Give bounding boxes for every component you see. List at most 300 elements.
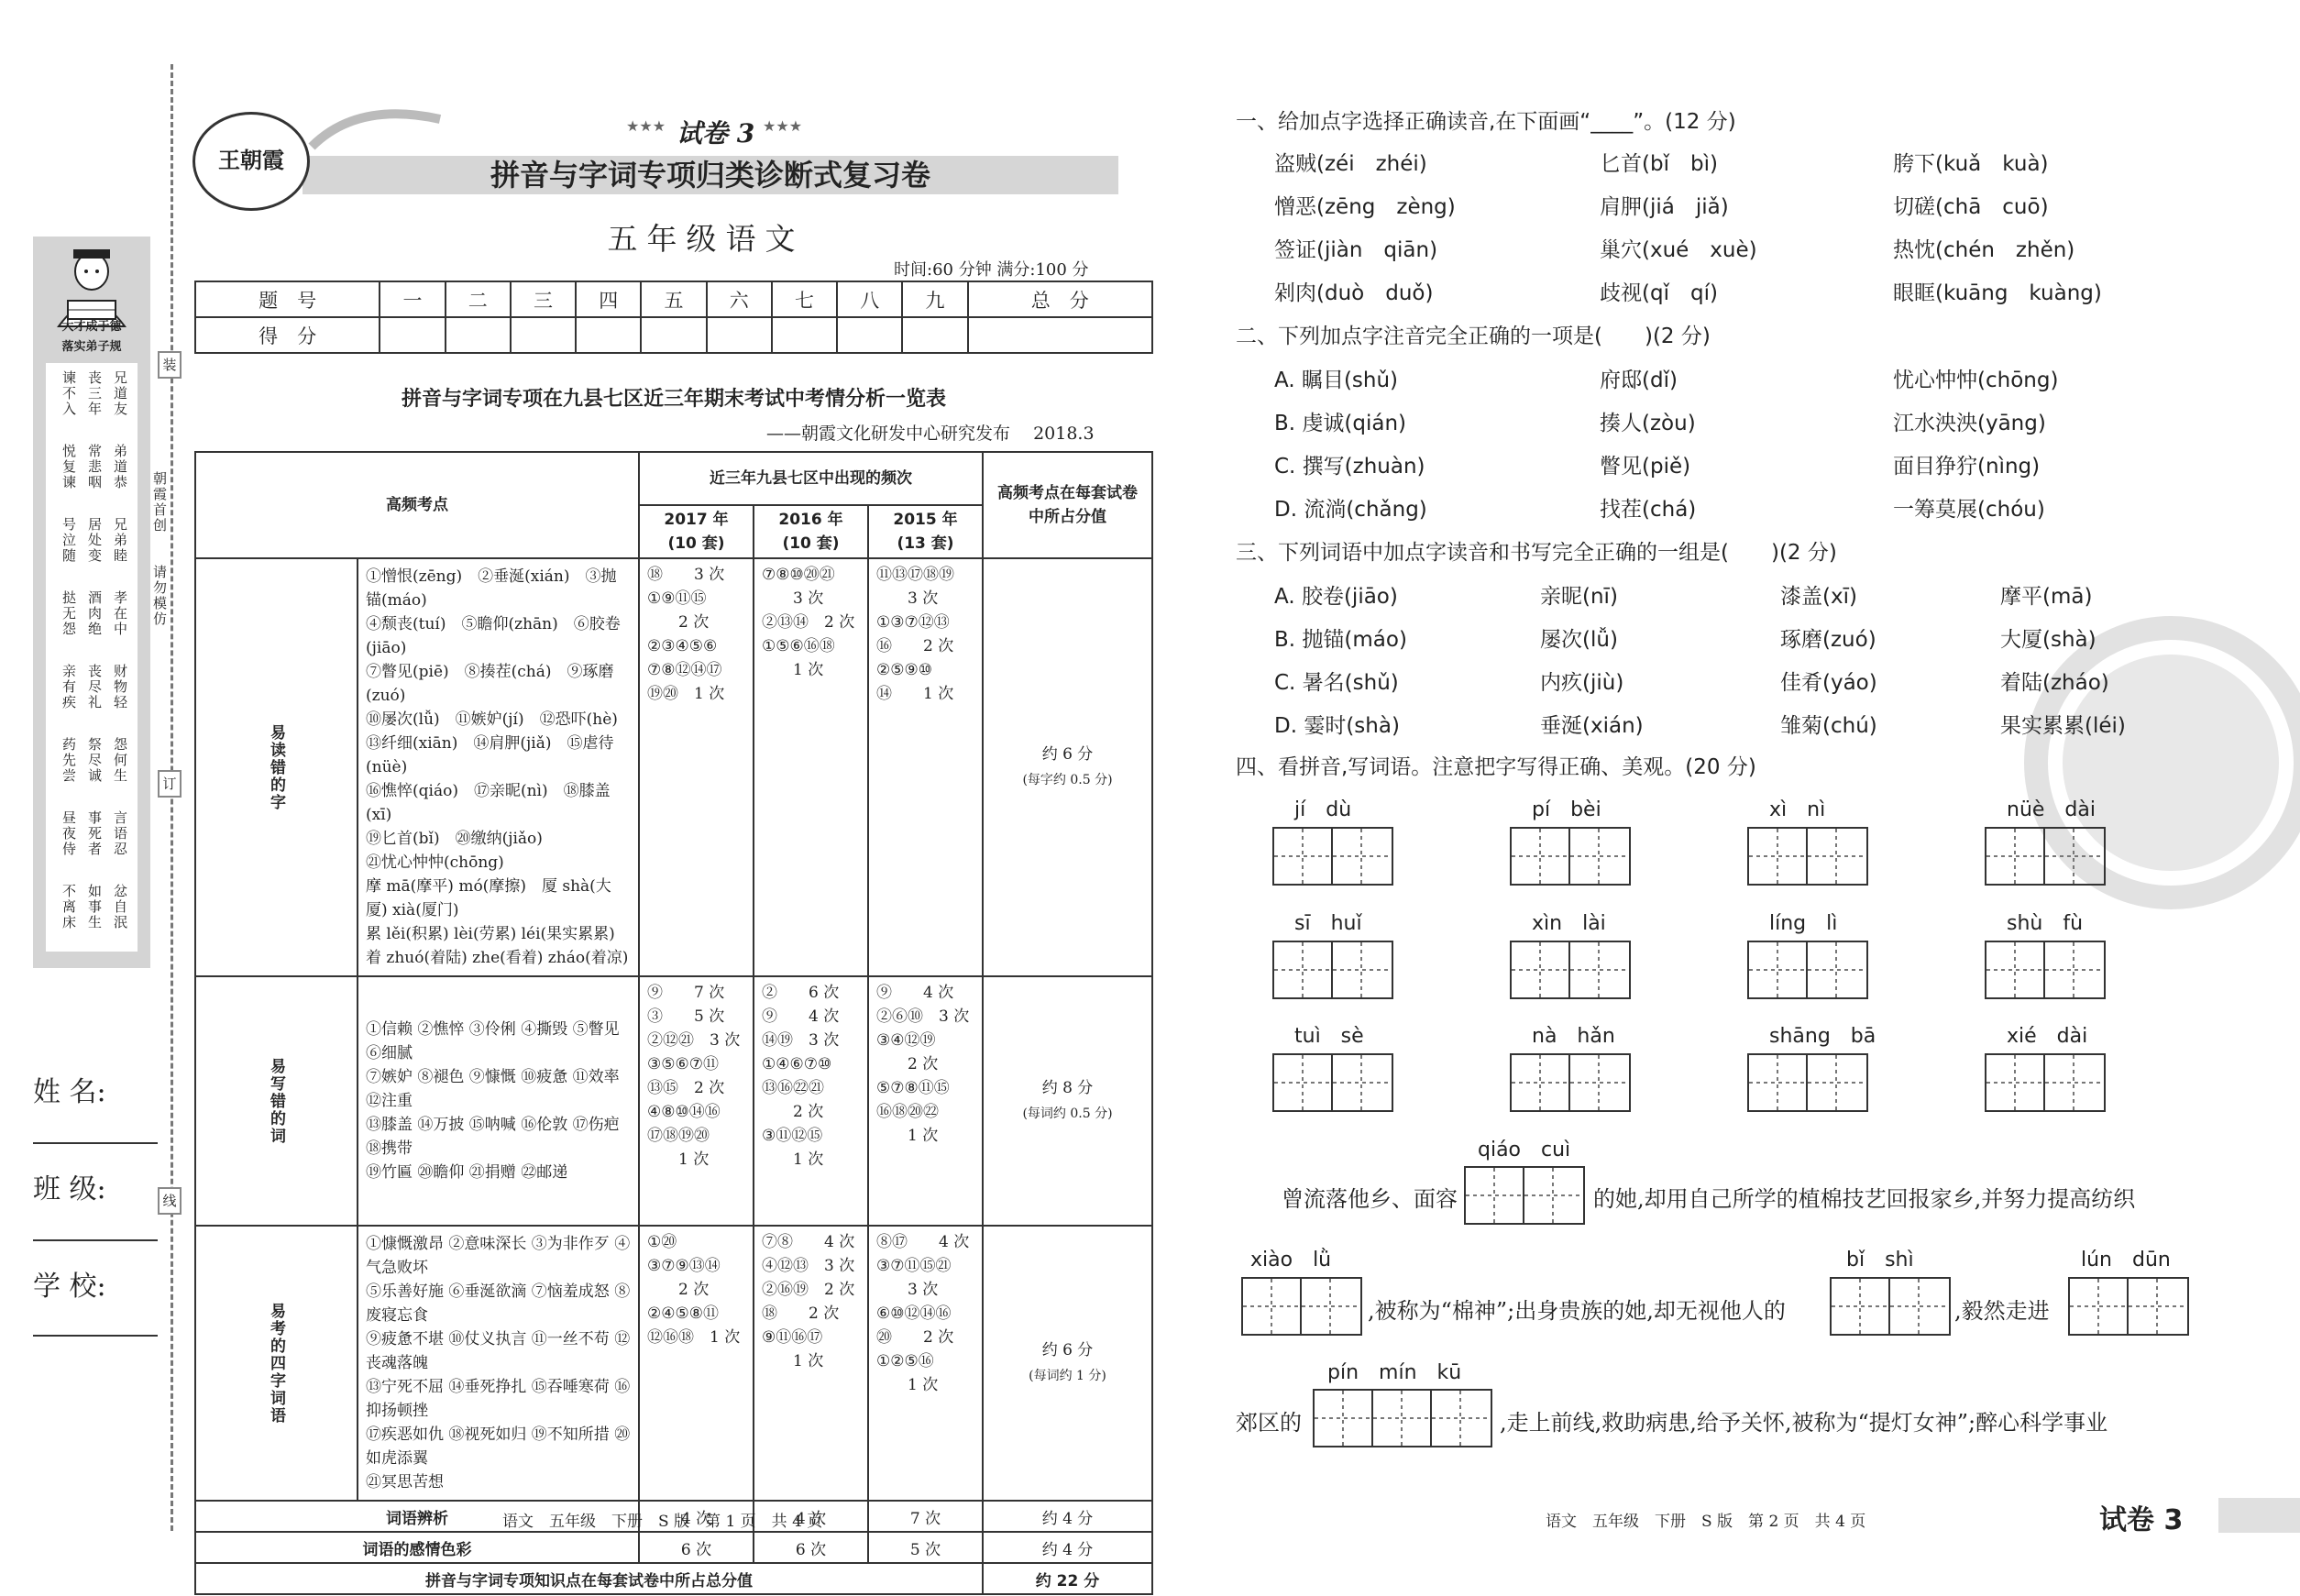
freq-line: 1 次 [876, 1127, 939, 1145]
share-value: 约 8 分 [1041, 1079, 1094, 1097]
row-discrimination-2015: 7 次 [868, 1501, 983, 1532]
freq-line: ③⑤⑥⑦⑪ [647, 1055, 719, 1073]
score-input-cell[interactable] [837, 317, 902, 353]
q4-answer-box[interactable] [1985, 1053, 2106, 1112]
tian-cell [1333, 942, 1392, 997]
class-label: 班 级: [33, 1173, 106, 1205]
tian-cell [2045, 829, 2104, 884]
q4-answer-box[interactable] [1510, 941, 1631, 999]
motto-line: 兄弟睦 [112, 517, 128, 564]
analysis-item-line: ⑦嫉妒 ⑧褪色 ⑨慷慨 ⑩疲惫 ⑪效率 ⑫注重 [366, 1068, 620, 1110]
header-topic: 高频考点 [195, 452, 639, 558]
motto-line: 号泣随 [61, 517, 77, 564]
freq-line: ④⑧⑩⑭⑯ [647, 1103, 721, 1121]
tian-cell [1570, 829, 1629, 884]
q2-title: 二、下列加点字注音完全正确的一项是( )(2 分) [1236, 325, 1711, 348]
score-header-cell: 一 [380, 281, 445, 317]
freq-line: ②⑯⑲ 2 次 [762, 1281, 855, 1299]
freq-line: ①④⑥⑦⑩ [762, 1055, 832, 1073]
header-frequency: 近三年九县七区中出现的频次 [639, 452, 983, 505]
freq-line: ④⑫⑬ 3 次 [762, 1257, 855, 1275]
motto-line: 常悲咽 [86, 444, 103, 490]
freq-line: 1 次 [647, 1150, 710, 1169]
analysis-source-date: 2018.3 [1033, 424, 1095, 444]
q4-pinyin: jí dù [1294, 798, 1352, 821]
score-input-cell[interactable] [707, 317, 772, 353]
analysis-item-line: ⑦瞥见(piē) ⑧揍茬(chá) ⑨琢磨(zuó) [366, 663, 614, 705]
analysis-item-line: ㉑冥思苦想 [366, 1473, 444, 1491]
motto-title-2: 落实弟子规 [61, 340, 122, 354]
score-input-cell[interactable] [576, 317, 641, 353]
analysis-table [194, 451, 1153, 1595]
q4-pinyin: nüè dài [2007, 798, 2096, 821]
class-line[interactable] [33, 1239, 158, 1241]
analysis-item-line: ①憎恨(zēng) ②垂涎(xián) ③抛锚(máo) [366, 567, 617, 610]
tian-cell [2045, 942, 2104, 997]
tian-cell [1274, 1055, 1333, 1110]
q4-pinyin: líng lì [1769, 912, 1838, 935]
q3-option: 果实累累(léi) [2000, 714, 2126, 738]
binding-seal-ding: 订 [158, 770, 182, 798]
name-label: 姓 名: [33, 1076, 106, 1108]
q3-option: 内疚(jiù) [1540, 671, 1624, 695]
q4-pinyin: xié dài [2007, 1025, 2088, 1048]
name-line[interactable] [33, 1142, 158, 1144]
motto-line: 挞无怨 [61, 590, 77, 637]
freq-line: ③ 5 次 [647, 1007, 725, 1026]
answer-box-lundun[interactable] [2068, 1277, 2189, 1336]
freq-line: ⑲⑳ 1 次 [647, 685, 725, 703]
analysis-item-line: 累 lěi(积累) lèi(劳累) léi(果实累累) 着 zhuó(着陆) zhe(看着) zháo(着凉) [366, 925, 631, 967]
q4-answer-box[interactable] [1747, 827, 1868, 886]
q4-pinyin: xì nì [1769, 798, 1826, 821]
freq-line: ⑱ 2 次 [762, 1304, 840, 1323]
header-share: 高频考点在每套试卷中所占分值 [983, 452, 1152, 558]
freq-line: ⑦⑧⑫⑭⑰ [647, 661, 722, 679]
q4-pinyin: tuì sè [1294, 1025, 1364, 1048]
freq-line: ⑰⑱⑲⑳ [647, 1127, 710, 1145]
footer-left: 语文 五年级 下册 S 版 第 1 页 共 4 页 [502, 1513, 823, 1531]
analysis-item-line: ⑨疲惫不堪 ⑩仗义执言 ⑪一丝不苟 ⑫丧魂落魄 [366, 1330, 631, 1372]
tian-cell [1274, 942, 1333, 997]
q1-option: 切磋(chā cuō) [1893, 195, 2049, 219]
motto-line: 兄道友 [112, 370, 128, 417]
q1-option: 胯下(kuǎ kuà) [1893, 152, 2049, 176]
tian-cell [1986, 1055, 2045, 1110]
brand-logo-text: 王朝霞 [218, 147, 284, 173]
q2-option: 江水泱泱(yāng) [1893, 412, 2046, 435]
share-note: (每词约 1 分) [1029, 1369, 1106, 1383]
q1-option: 巢穴(xué xuè) [1600, 238, 1757, 262]
freq-line: 3 次 [876, 1281, 939, 1299]
freq-line: 1 次 [762, 661, 824, 679]
sentence-pinyin-3: bǐ shì [1846, 1249, 1914, 1271]
tian-cell [1808, 829, 1866, 884]
tian-cell [1512, 942, 1570, 997]
q2-option: C. 撰写(zhuàn) [1274, 455, 1425, 479]
freq-line: ⑥⑩⑫⑭⑯ [876, 1304, 952, 1323]
freq-line: ⑯ 2 次 [876, 637, 954, 655]
tian-cell [1570, 942, 1629, 997]
freq-line: ⑦⑧ 4 次 [762, 1233, 855, 1251]
tian-cell [1512, 1055, 1570, 1110]
analysis-items [358, 558, 639, 976]
score-input-cell[interactable] [641, 317, 706, 353]
corner-bar [2218, 1498, 2300, 1533]
q4-pinyin: nà hǎn [1532, 1025, 1615, 1048]
sentence-part-3-before: 郊区的 [1236, 1410, 1302, 1436]
score-header-cell: 九 [902, 281, 967, 317]
score-input-cell[interactable] [772, 317, 837, 353]
q3-option: 垂涎(xián) [1540, 714, 1644, 738]
freq-line: 3 次 [876, 589, 939, 608]
row-discrimination-2017: 4 次 [639, 1501, 754, 1532]
tian-cell [1986, 942, 2045, 997]
q1-option: 匕首(bǐ bì) [1600, 152, 1718, 176]
freq-line: 2 次 [647, 613, 710, 632]
analysis-item-line: ⑲竹匾 ⑳瞻仰 ㉑捐赠 ㉒邮递 [366, 1163, 568, 1182]
score-header-cell: 八 [837, 281, 902, 317]
answer-box-pinminku[interactable] [1313, 1389, 1492, 1447]
sentence-part-2-mid1: ,被称为“棉神”;出身贵族的她,却无视他人的 [1368, 1298, 1786, 1324]
analysis-item-line: ①信赖 ②憔悴 ③伶俐 ④撕毁 ⑤瞥见 ⑥细腻 [366, 1020, 620, 1062]
analysis-item-line: ⑬宁死不屈 ⑭垂死挣扎 ⑮吞唾寒荷 ⑯抑扬顿挫 [366, 1378, 631, 1420]
analysis-freq-y2016 [754, 558, 868, 976]
freq-line: ⑳ 2 次 [876, 1328, 954, 1347]
freq-line: ①⑤⑥⑯⑱ [762, 637, 835, 655]
stars-left: ★★★ [626, 117, 666, 135]
q1-option: 歧视(qǐ qí) [1600, 281, 1718, 305]
q4-pinyin: shù fù [2007, 912, 2084, 935]
analysis-share [983, 976, 1152, 1226]
freq-line: ⑧⑰ 4 次 [876, 1233, 970, 1251]
q4-answer-box[interactable] [1272, 827, 1393, 886]
score-header-cell: 四 [576, 281, 641, 317]
q4-pinyin: xìn lài [1532, 912, 1606, 935]
q3-option: B. 抛锚(máo) [1274, 628, 1407, 652]
analysis-item-line: ⑯憔悴(qiáo) ⑰亲昵(nì) ⑱膝盖(xī) [366, 782, 611, 824]
freq-line: ③④⑫⑲ [876, 1031, 936, 1050]
q2-option: 忧心忡忡(chōng) [1893, 369, 2059, 392]
freq-line: ③⑪⑫⑮ [762, 1127, 823, 1145]
q3-option: 摩平(mā) [2000, 585, 2093, 609]
q2-option: 揍人(zòu) [1600, 412, 1696, 435]
analysis-source [766, 420, 1095, 445]
q3-option: 大厦(shà) [2000, 628, 2096, 652]
score-header-cell: 五 [641, 281, 706, 317]
tian-cell [1749, 942, 1808, 997]
freq-line: 1 次 [762, 1352, 824, 1370]
binding-dashed-line [171, 64, 173, 1531]
sentence-part-2-mid2: ,毅然走进 [1954, 1298, 2050, 1324]
paper-number-tag: 试卷 3 [677, 118, 755, 149]
freq-line: ⑦⑧⑩⑳㉑ [762, 566, 835, 584]
q4-pinyin: pí bèi [1532, 798, 1601, 821]
motto-line: 如事生 [86, 884, 103, 930]
score-header-cell: 三 [511, 281, 576, 317]
analysis-item-line: 摩 mā(摩平) mó(摩擦) 厦 shà(大厦) xià(厦门) [366, 877, 611, 919]
row-total-share: 约 22 分 [983, 1563, 1152, 1594]
motto-line: 悦复谏 [61, 444, 77, 490]
freq-line: 2 次 [762, 1103, 824, 1121]
q2-option: D. 流淌(chǎng) [1274, 498, 1427, 522]
tian-cell [1333, 829, 1392, 884]
motto-line: 弟道恭 [112, 444, 128, 490]
q4-answer-box[interactable] [1747, 1053, 1868, 1112]
analysis-item-line: ⑬膝盖 ⑭万披 ⑮呐喊 ⑯伦敦 ⑰伤疤 ⑱携带 [366, 1116, 620, 1158]
header-2016: 2016 年(10 套) [754, 505, 868, 558]
freq-line: ③⑦⑨⑬⑭ [647, 1257, 721, 1275]
analysis-item-line: ④颓丧(tuí) ⑤瞻仰(zhān) ⑥胶卷(jiāo) [366, 615, 621, 657]
q3-option: 雏菊(chú) [1780, 714, 1877, 738]
score-input-cell[interactable] [968, 317, 1152, 353]
q2-option: 找茬(chá) [1600, 498, 1697, 522]
score-table [194, 281, 1153, 354]
analysis-share [983, 558, 1152, 976]
score-input-cell[interactable] [380, 317, 445, 353]
q1-option: 剁肉(duò duǒ) [1274, 281, 1434, 305]
freq-line: ② 6 次 [762, 984, 840, 1002]
q3-option: A. 胶卷(jiāo) [1274, 585, 1398, 609]
freq-line: ⑨ 7 次 [647, 984, 725, 1002]
freq-line: ②⑥⑩ 3 次 [876, 1007, 970, 1026]
sentence-pinyin-4: lún dūn [2081, 1249, 2171, 1271]
motto-line: 祭尽诚 [86, 737, 103, 784]
tian-cell [1512, 829, 1570, 884]
motto-line: 孝在中 [112, 590, 128, 637]
share-note: (每词约 0.5 分) [1022, 1106, 1113, 1121]
analysis-source-org: ——朝霞文化研发中心研究发布 [766, 424, 1011, 444]
motto-line: 财物轻 [112, 664, 128, 710]
tian-cell [1333, 1055, 1392, 1110]
q2-option: A. 瞩目(shǔ) [1274, 369, 1399, 392]
analysis-item-line: ㉑忧心忡忡(chōng) [366, 853, 504, 872]
freq-line: ②③④⑤⑥ [647, 637, 718, 655]
freq-line: ⑬⑮ 2 次 [647, 1079, 725, 1097]
analysis-category: 易考的四字词语 [195, 1226, 358, 1501]
analysis-freq-y2017 [639, 558, 754, 976]
q4-answer-box[interactable] [1272, 941, 1393, 999]
analysis-freq-y2015 [868, 558, 983, 976]
analysis-item-line: ⑤乐善好施 ⑥垂涎欲滴 ⑦恼羞成怒 ⑧废寝忘食 [366, 1282, 631, 1325]
freq-line: ⑨⑪⑯⑰ [762, 1328, 823, 1347]
q2-option: 面目狰狞(nìng) [1893, 455, 2041, 479]
analysis-freq-y2017 [639, 976, 754, 1226]
sentence-part-1-after: 的她,却用自己所学的植棉技艺回报家乡,并努力提高纺织 [1593, 1186, 2136, 1212]
motto-line: 酒肉绝 [86, 590, 103, 637]
corner-paper-tag: 试卷 3 [2099, 1504, 2184, 1536]
freq-line: ②④⑤⑧⑪ [647, 1304, 719, 1323]
freq-line: 1 次 [762, 1150, 824, 1169]
analysis-item-line: ⑲匕首(bǐ) ⑳缴纳(jiǎo) [366, 830, 543, 848]
q3-title: 三、下列词语中加点字读音和书写完全正确的一组是( )(2 分) [1236, 541, 1837, 565]
freq-line: ⑭⑲ 3 次 [762, 1031, 840, 1050]
freq-line: ①③⑦⑫⑬ [876, 613, 950, 632]
share-note: (每字约 0.5 分) [1022, 773, 1113, 787]
q1-option: 热忱(chén zhěn) [1893, 238, 2075, 262]
q3-option: 佳肴(yáo) [1780, 671, 1877, 695]
q2-option: 瞥见(piě) [1600, 455, 1691, 479]
freq-line: ⑨ 4 次 [876, 984, 954, 1002]
row-discrimination-label: 词语辨析 [195, 1501, 639, 1532]
row-discrimination-share: 约 4 分 [983, 1501, 1152, 1532]
q1-option: 签证(jiàn qiān) [1274, 238, 1438, 262]
row-total-label: 拼音与字词专项知识点在每套试卷中所占总分值 [195, 1563, 983, 1594]
analysis-row [195, 558, 1152, 976]
analysis-item-line: ⑰疾恶如仇 ⑱视死如归 ⑲不知所措 ⑳如虎添翼 [366, 1425, 631, 1468]
tian-cell [1274, 829, 1333, 884]
q3-option: 琢磨(zuó) [1780, 628, 1876, 652]
freq-line: 2 次 [876, 1055, 939, 1073]
analysis-share [983, 1226, 1152, 1501]
freq-line: 1 次 [876, 1376, 939, 1394]
main-title: 拼音与字词专项归类诊断式复习卷 [490, 158, 930, 193]
analysis-freq-y2016 [754, 1226, 868, 1501]
score-header-cell: 题 号 [195, 281, 380, 317]
q4-answer-box[interactable] [1272, 1053, 1393, 1112]
binding-seal-xian: 线 [158, 1187, 182, 1215]
row-emotion-2015: 5 次 [868, 1532, 983, 1563]
sentence-pinyin-1: qiáo cuì [1478, 1139, 1571, 1161]
q4-pinyin: sī huǐ [1294, 912, 1362, 935]
freq-line: ⑫⑯⑱ 1 次 [647, 1328, 741, 1347]
motto-line: 谏不入 [61, 370, 77, 417]
freq-line: ②⑬⑭ 2 次 [762, 613, 855, 632]
row-emotion-share: 约 4 分 [983, 1532, 1152, 1563]
answer-box-xiaolv[interactable] [1241, 1277, 1362, 1336]
score-header-cell: 七 [772, 281, 837, 317]
q3-option: 着陆(zháo) [2000, 671, 2109, 695]
q1-option: 肩胛(jiá jiǎ) [1600, 195, 1729, 219]
school-label: 学 校: [33, 1271, 106, 1303]
analysis-freq-y2016 [754, 976, 868, 1226]
answer-box-bishi[interactable] [1830, 1277, 1951, 1336]
motto-line: 忿自泯 [112, 884, 128, 930]
freq-line: ⑪⑬⑰⑱⑲ [876, 566, 954, 584]
stars-right: ★★★ [763, 117, 803, 135]
school-line[interactable] [33, 1335, 158, 1337]
analysis-title: 拼音与字词专项在九县七区近三年期末考试中考情分析一览表 [401, 388, 946, 411]
binding-seal-zhuang: 装 [158, 351, 182, 379]
motto-line: 丧三年 [86, 370, 103, 417]
q2-option: B. 虔诚(qián) [1274, 412, 1407, 435]
motto-line: 药先尝 [61, 737, 77, 784]
freq-line: ⑬⑯㉒㉑ [762, 1079, 824, 1097]
freq-line: ①⑨⑪⑮ [647, 589, 707, 608]
side-note-no-copy: 请勿模仿 [151, 565, 168, 627]
score-header-cell: 总 分 [968, 281, 1152, 317]
motto-line: 昼夜侍 [61, 810, 77, 857]
freq-line: ⑯⑱⑳㉒ [876, 1103, 939, 1121]
analysis-category: 易写错的词 [195, 976, 358, 1226]
q2-option: 一筹莫展(chóu) [1893, 498, 2045, 522]
q4-answer-box[interactable] [1747, 941, 1868, 999]
tian-cell [1808, 1055, 1866, 1110]
ribbon-decoration-icon [303, 101, 449, 156]
q4-answer-box[interactable] [1985, 827, 2106, 886]
score-input-cell[interactable] [511, 317, 576, 353]
q3-option: D. 霎时(shà) [1274, 714, 1400, 738]
freq-line: ①②⑤⑯ [876, 1352, 934, 1370]
row-discrimination-2016: 4 次 [754, 1501, 868, 1532]
analysis-row [195, 976, 1152, 1226]
header-2017: 2017 年(10 套) [639, 505, 754, 558]
subject-title: 五年级语文 [607, 221, 805, 257]
freq-line: 3 次 [762, 589, 824, 608]
motto-line: 怨何生 [112, 737, 128, 784]
q1-option: 盗贼(zéi zhéi) [1274, 152, 1427, 176]
analysis-item-line: ⑬纤细(xiān) ⑭肩胛(jiǎ) ⑮虐待(nüè) [366, 734, 614, 776]
q4-answer-box[interactable] [1985, 941, 2106, 999]
motto-line: 居处变 [86, 517, 103, 564]
q1-option: 眼眶(kuāng kuàng) [1893, 281, 2102, 305]
sentence-part-3-after: ,走上前线,救助病患,给予关怀,被称为“提灯女神”;醉心科学事业 [1500, 1410, 2108, 1436]
freq-line: ③⑦⑪⑮㉑ [876, 1257, 952, 1275]
analysis-freq-y2015 [868, 976, 983, 1226]
motto-line: 言语忍 [112, 810, 128, 857]
analysis-item-line: ①慷慨激昂 ②意味深长 ③为非作歹 ④气急败坏 [366, 1235, 631, 1277]
analysis-item-line: ⑩屡次(lǚ) ⑪嫉妒(jí) ⑫恐吓(hè) [366, 710, 618, 729]
row-emotion-2017: 6 次 [639, 1532, 754, 1563]
sentence-pinyin-5: pín mín kū [1327, 1361, 1462, 1384]
tian-cell [1749, 1055, 1808, 1110]
answer-box-qiaocui[interactable] [1464, 1166, 1585, 1225]
score-table-score-row [195, 317, 1152, 353]
q3-option: 漆盖(xī) [1780, 585, 1857, 609]
analysis-category: 易读错的字 [195, 558, 358, 976]
header-2015: 2015 年(13 套) [868, 505, 983, 558]
analysis-freq-y2017 [639, 1226, 754, 1501]
score-header-cell: 六 [707, 281, 772, 317]
score-input-cell[interactable] [902, 317, 967, 353]
q4-answer-box[interactable] [1510, 827, 1631, 886]
tian-cell [1570, 1055, 1629, 1110]
q3-option: 屡次(lǚ) [1540, 628, 1618, 652]
freq-line: ②⑤⑨⑩ [876, 661, 932, 679]
share-value: 约 6 分 [1041, 745, 1094, 764]
q4-answer-box[interactable] [1510, 1053, 1631, 1112]
q1-title: 一、给加点字选择正确读音,在下面画“____”。(12 分) [1236, 110, 1736, 134]
q1-option: 憎恶(zēng zèng) [1274, 195, 1456, 219]
q2-option: 府邸(dǐ) [1600, 369, 1678, 392]
score-row-label: 得 分 [195, 317, 380, 353]
time-score-info: 时间:60 分钟 满分:100 分 [894, 260, 1089, 280]
motto-line: 丧尽礼 [86, 664, 103, 710]
analysis-items [358, 1226, 639, 1501]
sentence-pinyin-2: xiào lǜ [1250, 1249, 1332, 1271]
share-value: 约 6 分 [1041, 1341, 1094, 1359]
motto-line: 亲有疾 [61, 664, 77, 710]
freq-line: ②⑫㉑ 3 次 [647, 1031, 741, 1050]
score-header-cell: 二 [446, 281, 511, 317]
q3-option: 亲昵(nī) [1540, 585, 1618, 609]
footer-right: 语文 五年级 下册 S 版 第 2 页 共 4 页 [1546, 1513, 1866, 1531]
motto-title-1: 大才成于德 [61, 320, 122, 334]
freq-line: ①⑳ [647, 1233, 677, 1251]
q4-title: 四、看拼音,写词语。注意把字写得正确、美观。(20 分) [1236, 755, 1756, 779]
motto-line: 事死者 [86, 810, 103, 857]
motto-text [46, 363, 138, 952]
analysis-freq-y2015 [868, 1226, 983, 1501]
score-table-header-row [195, 281, 1152, 317]
tian-cell [1986, 829, 2045, 884]
q3-option: C. 暑名(shǔ) [1274, 671, 1399, 695]
sentence-part-1-before: 曾流落他乡、面容 [1282, 1186, 1458, 1212]
score-input-cell[interactable] [446, 317, 511, 353]
row-emotion-label: 词语的感情色彩 [195, 1532, 639, 1563]
freq-line: ⑨ 4 次 [762, 1007, 840, 1026]
analysis-row [195, 1226, 1152, 1501]
